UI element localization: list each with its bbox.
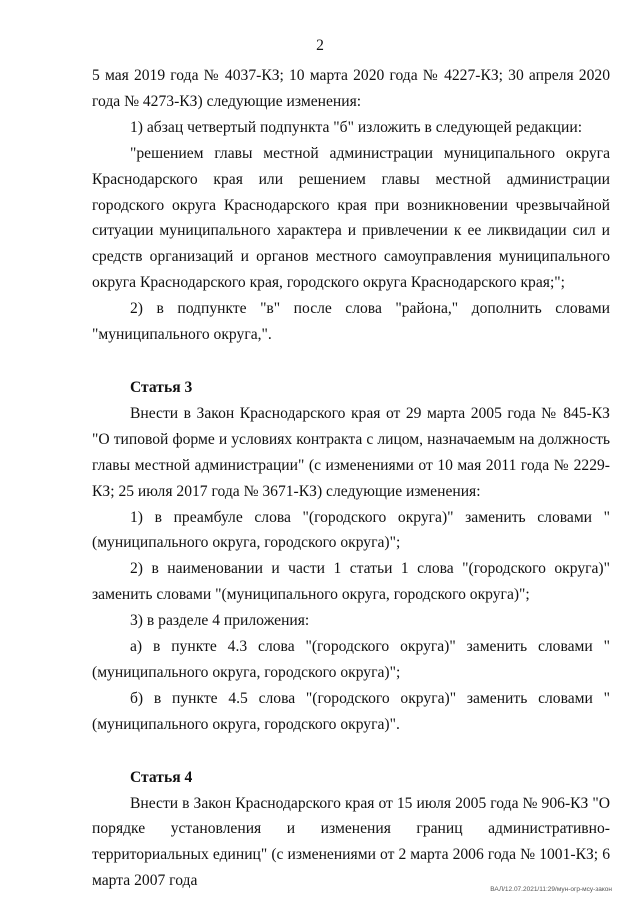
page-number: 2 (316, 37, 324, 54)
footer-code: ВАЛ/12.07.2021/11:29/мун-огр-мсу-закон (490, 886, 612, 893)
body-paragraph: 2) в подпункте "в" после слова "района," дополнить словами "муниципального округа,". (92, 300, 610, 344)
body-paragraph: 5 мая 2019 года № 4037-КЗ; 10 марта 2020 года № 4227-КЗ; 30 апреля 2020 года № 4273-КЗ) следующие изменения: (92, 67, 610, 110)
body-paragraph: 3) в разделе 4 приложения: (130, 612, 310, 630)
section-gap (92, 348, 610, 375)
article-heading: Статья 3 (130, 378, 193, 396)
body-paragraph: Внести в Закон Краснодарского края от 29 марта 2005 года № 845-КЗ "О типовой форме и условиях контракта с лицом, назначаемым на должность главы местной администрации" (с изменениями от 10 мая 2011 года № 2229-КЗ; 25 июля 2017 года № 3671-КЗ) следующие изменения: (92, 404, 610, 500)
article-heading: Статья 4 (130, 768, 193, 786)
body-paragraph: 2) в наименовании и части 1 статьи 1 слова "(городского округа)" заменить словами "(муниципального округа, городского округа)"; (92, 560, 610, 604)
body-paragraph: б) в пункте 4.5 слова "(городского округа)" заменить словами "(муниципального округа, городского округа)". (92, 689, 610, 733)
body-paragraph: "решением главы местной администрации муниципального округа Краснодарского края или решением главы местной администрации городского округа Краснодарского края при возникновении чрезвычайной ситуации муниципального характера и привлечении к ее ликвидации сил и средств организаций и органов местного самоуправления муниципального округа Краснодарского края, городского округа Краснодарского края;"; (92, 144, 610, 292)
body-paragraph: 1) абзац четвертый подпункта "б" изложить в следующей редакции: (130, 118, 583, 136)
section-gap (92, 738, 610, 765)
document-body (92, 63, 610, 894)
body-paragraph: а) в пункте 4.3 слова "(городского округа)" заменить словами "(муниципального округа, городского округа)"; (92, 638, 610, 681)
body-paragraph: 1) в преамбуле слова "(городского округа)" заменить словами "(муниципального округа, городского округа)"; (92, 508, 610, 552)
body-paragraph: Внести в Закон Краснодарского края от 15 июля 2005 года № 906-КЗ "О порядке установления и изменения границ административно-территориальных единиц" (с изменениями от 2 марта 2006 года № 1001-КЗ; 6 марта 2007 года (92, 794, 610, 890)
